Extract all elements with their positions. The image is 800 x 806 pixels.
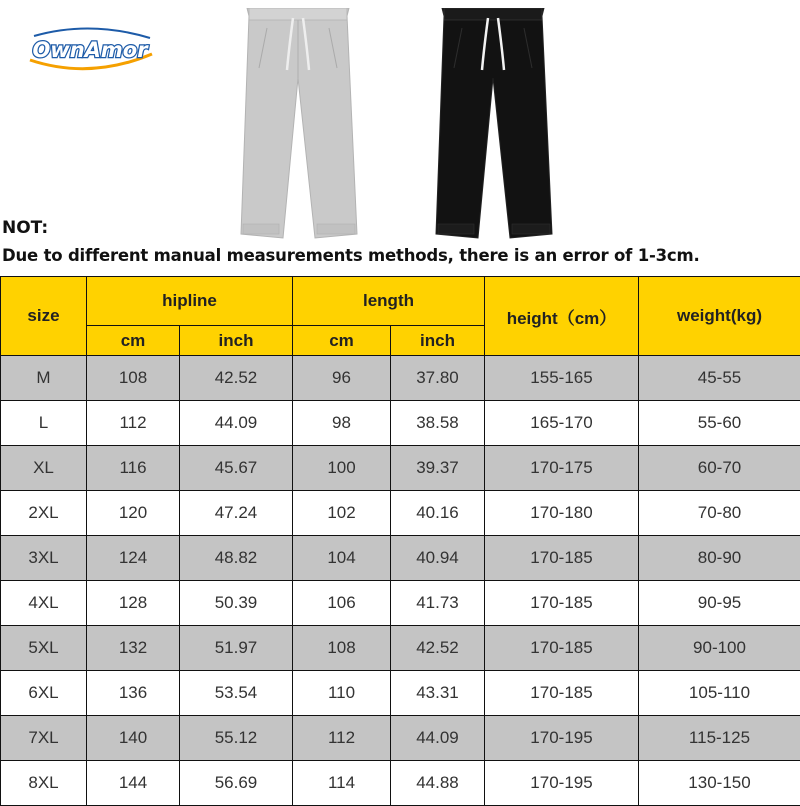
height-cell: 170-195: [485, 761, 639, 806]
note-title: NOT:: [2, 218, 48, 238]
hipline-cm-cell: 140: [87, 716, 180, 761]
weight-cell: 55-60: [639, 401, 800, 446]
header-weight: weight(kg): [639, 277, 800, 356]
length-cm-cell: 112: [293, 716, 391, 761]
size-cell: 8XL: [1, 761, 87, 806]
length-cm-cell: 110: [293, 671, 391, 716]
size-cell: 6XL: [1, 671, 87, 716]
weight-cell: 80-90: [639, 536, 800, 581]
length-cm-cell: 108: [293, 626, 391, 671]
hipline-inch-cell: 50.39: [180, 581, 293, 626]
weight-cell: 60-70: [639, 446, 800, 491]
table-row: [1, 671, 800, 716]
header-length-inch: inch: [391, 326, 485, 356]
brand-logo: [20, 24, 160, 74]
header-hipline: hipline: [87, 277, 293, 326]
table-row: [1, 356, 800, 401]
height-cell: 170-185: [485, 671, 639, 716]
height-cell: 170-180: [485, 491, 639, 536]
table-row: [1, 491, 800, 536]
hipline-inch-cell: 56.69: [180, 761, 293, 806]
length-cm-cell: 106: [293, 581, 391, 626]
size-cell: 3XL: [1, 536, 87, 581]
brand-logo-text: OwnAmor: [32, 38, 149, 62]
hipline-cm-cell: 136: [87, 671, 180, 716]
length-inch-cell: 42.52: [391, 626, 485, 671]
hipline-inch-cell: 55.12: [180, 716, 293, 761]
hipline-cm-cell: 144: [87, 761, 180, 806]
hipline-inch-cell: 48.82: [180, 536, 293, 581]
length-inch-cell: 40.94: [391, 536, 485, 581]
size-chart-table: [0, 276, 800, 806]
length-inch-cell: 39.37: [391, 446, 485, 491]
table-row: [1, 401, 800, 446]
hipline-inch-cell: 47.24: [180, 491, 293, 536]
size-cell: XL: [1, 446, 87, 491]
size-chart-body: [1, 356, 800, 806]
weight-cell: 90-95: [639, 581, 800, 626]
weight-cell: 45-55: [639, 356, 800, 401]
height-cell: 155-165: [485, 356, 639, 401]
weight-cell: 115-125: [639, 716, 800, 761]
height-cell: 170-185: [485, 581, 639, 626]
header-length-cm: cm: [293, 326, 391, 356]
hipline-inch-cell: 53.54: [180, 671, 293, 716]
hipline-cm-cell: 112: [87, 401, 180, 446]
hipline-cm-cell: 120: [87, 491, 180, 536]
size-cell: 4XL: [1, 581, 87, 626]
height-cell: 165-170: [485, 401, 639, 446]
length-inch-cell: 37.80: [391, 356, 485, 401]
hipline-inch-cell: 45.67: [180, 446, 293, 491]
length-cm-cell: 102: [293, 491, 391, 536]
length-cm-cell: 114: [293, 761, 391, 806]
height-cell: 170-195: [485, 716, 639, 761]
table-row: [1, 761, 800, 806]
size-cell: 7XL: [1, 716, 87, 761]
length-cm-cell: 104: [293, 536, 391, 581]
length-cm-cell: 96: [293, 356, 391, 401]
length-inch-cell: 44.09: [391, 716, 485, 761]
hipline-inch-cell: 51.97: [180, 626, 293, 671]
table-row: [1, 716, 800, 761]
weight-cell: 130-150: [639, 761, 800, 806]
table-row: [1, 536, 800, 581]
hipline-cm-cell: 132: [87, 626, 180, 671]
grey-sweatpants-image: [237, 8, 359, 240]
header-height: height（cm）: [485, 277, 639, 356]
size-cell: 2XL: [1, 491, 87, 536]
hipline-cm-cell: 128: [87, 581, 180, 626]
black-sweatpants-image: [432, 8, 554, 240]
table-row: [1, 446, 800, 491]
height-cell: 170-185: [485, 626, 639, 671]
hipline-cm-cell: 124: [87, 536, 180, 581]
size-cell: M: [1, 356, 87, 401]
header-length: length: [293, 277, 485, 326]
note-text: Due to different manual measurements methods, there is an error of 1-3cm.: [2, 246, 700, 265]
size-cell: L: [1, 401, 87, 446]
length-inch-cell: 44.88: [391, 761, 485, 806]
hipline-cm-cell: 116: [87, 446, 180, 491]
length-inch-cell: 40.16: [391, 491, 485, 536]
weight-cell: 105-110: [639, 671, 800, 716]
header-hipline-inch: inch: [180, 326, 293, 356]
weight-cell: 70-80: [639, 491, 800, 536]
table-row: [1, 581, 800, 626]
length-inch-cell: 43.31: [391, 671, 485, 716]
hipline-cm-cell: 108: [87, 356, 180, 401]
hipline-inch-cell: 42.52: [180, 356, 293, 401]
length-inch-cell: 41.73: [391, 581, 485, 626]
length-cm-cell: 100: [293, 446, 391, 491]
length-cm-cell: 98: [293, 401, 391, 446]
header-hipline-cm: cm: [87, 326, 180, 356]
height-cell: 170-185: [485, 536, 639, 581]
height-cell: 170-175: [485, 446, 639, 491]
weight-cell: 90-100: [639, 626, 800, 671]
length-inch-cell: 38.58: [391, 401, 485, 446]
hipline-inch-cell: 44.09: [180, 401, 293, 446]
size-cell: 5XL: [1, 626, 87, 671]
table-row: [1, 626, 800, 671]
header-size: size: [1, 277, 87, 356]
